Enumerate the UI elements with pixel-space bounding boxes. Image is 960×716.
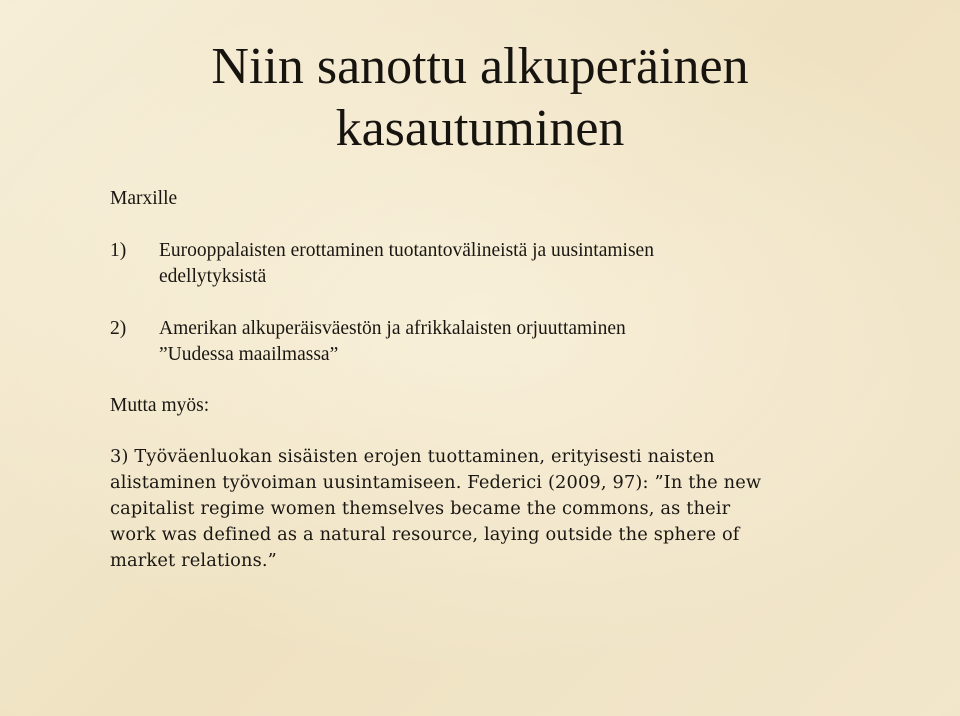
list-item-2 (110, 316, 859, 368)
list-item-3 (110, 444, 860, 574)
list-item-text-line: ”Uudessa maailmassa” (159, 344, 339, 365)
title-line-1: Niin sanottu alkuperäinen (211, 38, 749, 95)
slide-title (0, 36, 960, 160)
list-item-3-line-2: alistaminen työvoiman uusintamiseen. Federici (2009, 97): ”In the new (110, 472, 762, 493)
list-item-number: 1) (110, 240, 127, 261)
list-item-3-line-3: capitalist regime women themselves became the commons, as their (110, 498, 731, 519)
list-item-text: Työväenluokan sisäisten erojen tuottaminen, erityisesti naisten (134, 446, 715, 467)
also-label: Mutta myös: (110, 395, 210, 416)
list-item-3-line-4: work was defined as a natural resource, laying outside the sphere of (110, 524, 740, 545)
list-item-number: 2) (110, 318, 127, 339)
list-item-number: 3) (110, 446, 129, 467)
list-item-3-line-5: market relations.” (110, 550, 277, 571)
list-item-text-line: edellytyksistä (159, 266, 267, 287)
intro-label: Marxille (110, 188, 178, 209)
title-line-2: kasautuminen (335, 100, 625, 157)
list-item-1 (110, 238, 859, 290)
list-item-text-line: Eurooppalaisten erottaminen tuotantovälineistä ja uusintamisen (159, 240, 654, 261)
list-item-text-line: Amerikan alkuperäisväestön ja afrikkalaisten orjuuttaminen (159, 318, 626, 339)
list-item-3-line-1 (110, 444, 860, 470)
